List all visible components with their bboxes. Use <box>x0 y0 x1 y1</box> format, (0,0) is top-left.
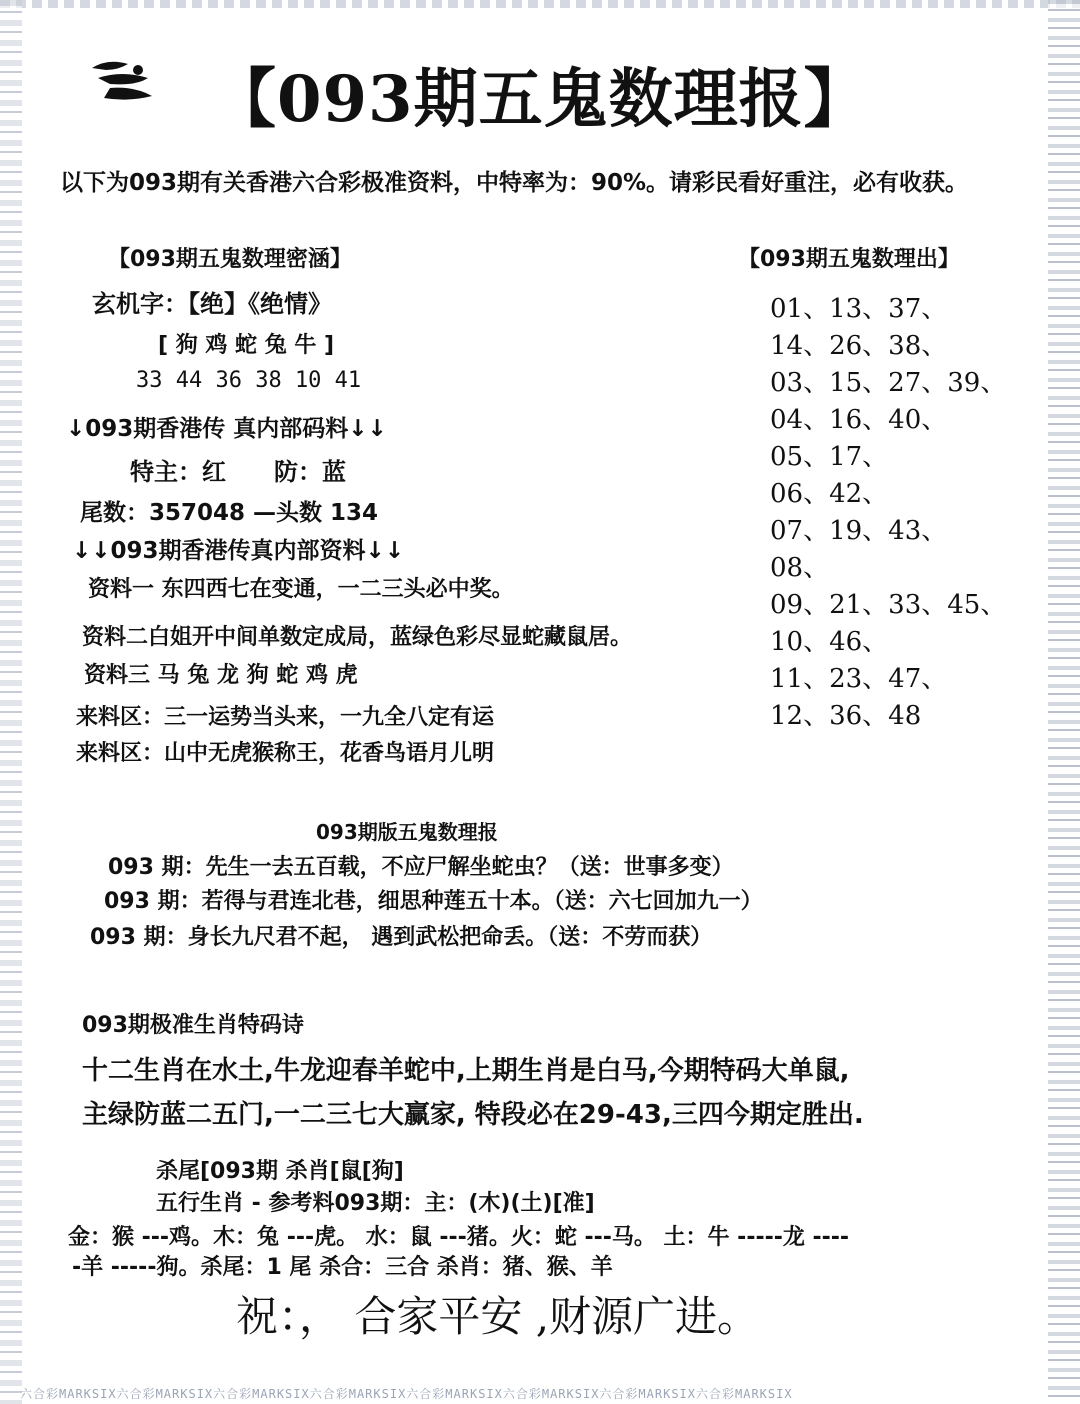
meaning-header: 【093期五鬼数理密涵】 <box>108 247 352 272</box>
mystery-word: 玄机字：【绝】《绝情》 <box>92 290 332 318</box>
zodiac-set: [ 狗 鸡 蛇 兔 牛 ] <box>158 333 335 358</box>
hk-header-2: ↓↓093期香港传真内部资料↓↓ <box>72 538 405 564</box>
number-row: 07、19、43、 <box>770 516 948 546</box>
riddle-line-2: 093 期：若得与君连北巷，细思种莲五十本。（送：六七回加九一） <box>104 889 763 914</box>
number-row: 11、23、47、 <box>770 664 948 694</box>
number-row: 10、46、 <box>770 627 889 657</box>
riddle-line-3: 093 期：身长九尺君不起， 遇到武松把命丢。（送：不劳而获） <box>90 925 713 950</box>
page-title: 【093期五鬼数理报】 <box>212 62 869 137</box>
number-row: 12、36、48 <box>770 701 922 731</box>
number-row: 01、13、37、 <box>770 294 948 324</box>
elements-line-1: 金：猴 ---鸡。木：兔 ---虎。 水：鼠 ---猪。火：蛇 ---马。 土：牛 -----龙 ---- <box>68 1225 850 1250</box>
watermark-strip: 六合彩MARKSIX六合彩MARKSIX六合彩MARKSIX六合彩MARKSIX六合彩MARKSIX六合彩MARKSIX六合彩MARKSIX六合彩MARKSIX <box>20 1387 793 1401</box>
left-scan-border <box>0 0 22 1404</box>
elements-line-2: -羊 -----狗。杀尾：1 尾 杀合：三合 杀肖：猪、猴、羊 <box>72 1255 613 1280</box>
poem-header: 093期极准生肖特码诗 <box>82 1013 304 1038</box>
number-row: 06、42、 <box>770 479 889 509</box>
number-row: 05、17、 <box>770 442 889 472</box>
wuxing-line: 五行生肖 - 参考料093期：主：(木)(土)[准] <box>156 1191 595 1216</box>
source-area-1: 来料区：三一运势当头来，一九全八定有运 <box>76 705 495 730</box>
top-scan-border <box>0 0 1080 8</box>
number-row: 04、16、40、 <box>770 405 948 435</box>
info-one: 资料一 东四西七在变通，一二三头必中奖。 <box>88 577 514 602</box>
right-scan-border <box>1048 0 1080 1404</box>
number-row: 08、 <box>770 553 830 583</box>
zodiac-numbers: 33 44 36 38 10 41 <box>136 368 362 393</box>
kill-line: 杀尾[093期 杀肖[鼠[狗] <box>156 1159 404 1184</box>
hk-header-1: ↓093期香港传 真内部码料↓↓ <box>66 416 387 442</box>
intro-text: 以下为093期有关香港六合彩极准资料，中特率为：90%。请彩民看好重注，必有收获。 <box>60 170 969 196</box>
poem-line-2: 主绿防蓝二五门,一二三七大赢家, 特段必在29-43,三四今期定胜出. <box>82 1100 864 1130</box>
numbers-header: 【093期五鬼数理出】 <box>738 247 960 272</box>
blessing-text: 祝：， 合家平安 ,财源广进。 <box>236 1292 760 1341</box>
number-row: 09、21、33、45、 <box>770 590 1007 620</box>
source-area-2: 来料区：山中无虎猴称王，花香鸟语月儿明 <box>76 741 495 766</box>
number-row: 14、26、38、 <box>770 331 948 361</box>
info-two: 资料二白姐开中间单数定成局，蓝绿色彩尽显蛇藏鼠居。 <box>82 625 633 650</box>
tail-head-numbers: 尾数：357048 —头数 134 <box>80 500 379 526</box>
poem-line-1: 十二生肖在水土,牛龙迎春羊蛇中,上期生肖是白马,今期特码大单鼠, <box>82 1056 850 1086</box>
special-main: 特主：红 防：蓝 <box>130 458 346 486</box>
dragon-logo-icon <box>88 56 158 104</box>
info-three: 资料三 马 兔 龙 狗 蛇 鸡 虎 <box>84 663 358 688</box>
riddle-line-1: 093 期：先生一去五百载，不应尸解坐蛇虫？（送：世事多变） <box>108 855 734 880</box>
section-header: 093期版五鬼数理报 <box>316 820 498 844</box>
number-row: 03、15、27、39、 <box>770 368 1007 398</box>
